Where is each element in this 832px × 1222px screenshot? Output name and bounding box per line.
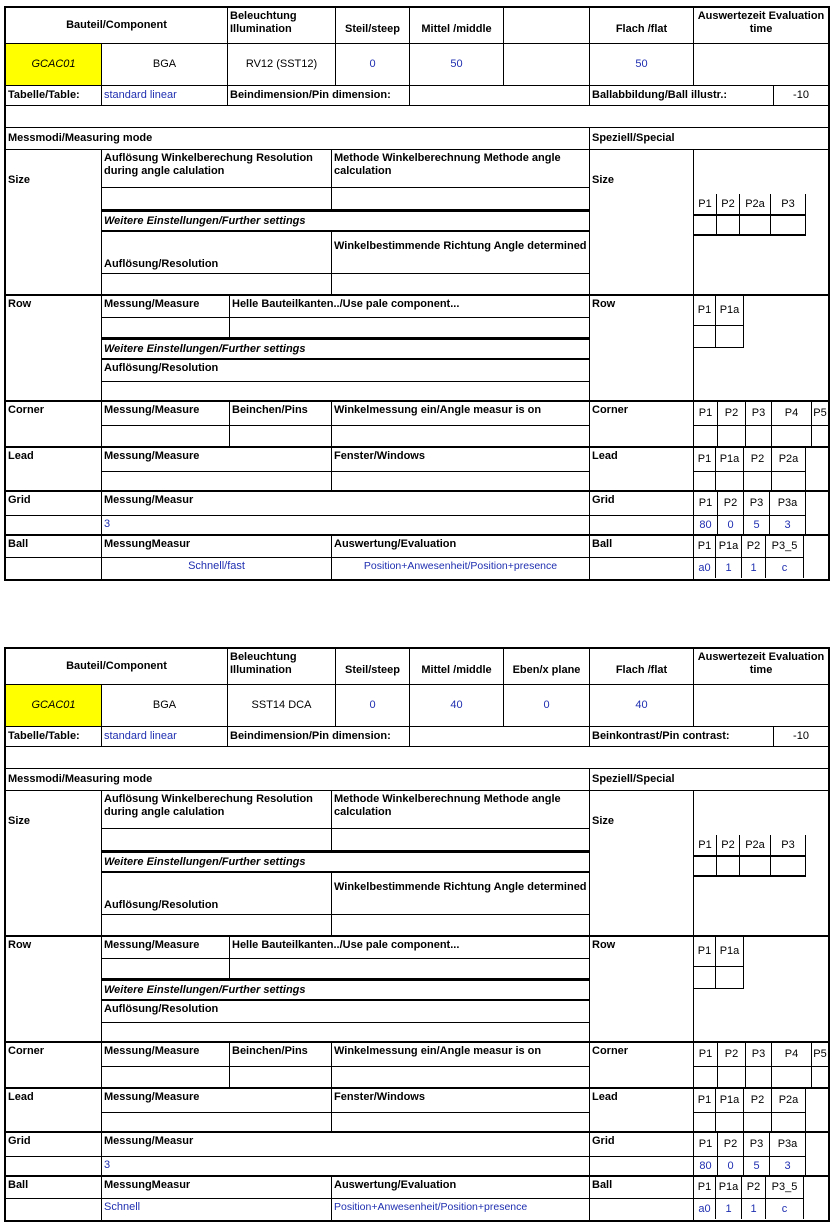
size-resolution-angle-value	[102, 829, 332, 851]
corner-param-p2: P2	[718, 1043, 746, 1067]
ball-param-p1a: P1a	[716, 1177, 742, 1199]
ball-special-blank	[590, 1199, 694, 1220]
grid-measure: Messung/Measur	[102, 1133, 590, 1157]
corner-measure: Messung/Measure	[102, 1043, 230, 1067]
row-param-p1: P1	[694, 937, 716, 967]
grid-special-blank	[590, 1157, 694, 1177]
grid-measure-value: 3	[102, 1157, 590, 1177]
ball-param-value: a0	[694, 1199, 716, 1219]
special-header: Speziell/Special	[590, 128, 828, 150]
row-param-p1: P1	[694, 296, 716, 326]
middle-value: 40	[410, 685, 504, 727]
ball-illustration-label: Ballabbildung/Ball illustr.:	[590, 86, 774, 106]
size-params-box	[694, 150, 828, 296]
lead-param-value	[694, 472, 716, 490]
grid-measure: Messung/Measur	[102, 492, 590, 516]
ball-param-p2: P2	[742, 1177, 766, 1199]
lead-param-p1a: P1a	[716, 1089, 744, 1113]
ball-param-value: 1	[742, 558, 766, 578]
corner-pins: Beinchen/Pins	[230, 1043, 332, 1067]
grid-params-box	[694, 1133, 828, 1177]
corner-param-p3: P3	[746, 402, 772, 426]
size-resolution: Auflösung/Resolution	[102, 873, 332, 915]
corner-param-p5: P5	[812, 402, 828, 426]
ball-illustration-label: Beinkontrast/Pin contrast:	[590, 727, 774, 747]
measuring-mode-header: Messmodi/Measuring mode	[6, 128, 590, 150]
size-method-angle-value	[332, 188, 590, 210]
lead-param-value	[744, 1113, 772, 1131]
corner-param-value	[772, 1067, 812, 1087]
grid-param-p2: P2	[718, 1133, 744, 1157]
size-angle-direction: Winkelbestimmende Richtung Angle determined	[332, 232, 590, 274]
row-special-label: Row	[590, 296, 694, 402]
ball-param-value: a0	[694, 558, 716, 578]
ball-param-value: 1	[716, 1199, 742, 1219]
corner-label: Corner	[6, 402, 102, 448]
corner-label: Corner	[6, 1043, 102, 1089]
corner-angle-value	[332, 426, 590, 448]
grid-param-value: 0	[718, 516, 744, 534]
size-param-p2: P2	[717, 194, 740, 216]
ball-illustration-value: -10	[774, 86, 828, 106]
grid-special-label: Grid	[590, 1133, 694, 1157]
lead-param-value	[716, 1113, 744, 1131]
evaltime-header: Auswertezeit Evaluation time	[694, 8, 828, 44]
lead-param-p1: P1	[694, 1089, 716, 1113]
lead-special-label: Lead	[590, 1089, 694, 1133]
corner-param-p4: P4	[772, 402, 812, 426]
grid-params-box	[694, 492, 828, 536]
corner-special-label: Corner	[590, 402, 694, 448]
corner-param-p1: P1	[694, 1043, 718, 1067]
size-method-angle: Methode Winkelberechnung Methode angle calculation	[332, 791, 590, 829]
component-code: GCAC01	[6, 44, 102, 86]
steep-value: 0	[336, 685, 410, 727]
grid-param-value: 80	[694, 516, 718, 534]
corner-measure-value	[102, 1067, 230, 1089]
ball-param-p1a: P1a	[716, 536, 742, 558]
size-param-value	[717, 857, 740, 877]
illumination-value: SST14 DCA	[228, 685, 336, 727]
grid-param-value: 3	[770, 516, 806, 534]
row-pale-value	[230, 318, 590, 338]
lead-param-value	[772, 472, 806, 490]
grid-param-value: 0	[718, 1157, 744, 1175]
row-label: Row	[6, 937, 102, 1043]
grid-param-value: 5	[744, 1157, 770, 1175]
row-pale-component: Helle Bauteilkanten../Use pale component...	[230, 937, 590, 959]
size-param-p1: P1	[694, 835, 717, 857]
grid-label-blank	[6, 516, 102, 536]
lead-special-label: Lead	[590, 448, 694, 492]
row-resolution-value	[102, 1023, 590, 1043]
measuring-mode-header: Messmodi/Measuring mode	[6, 769, 590, 791]
corner-param-value	[812, 426, 828, 446]
corner-params-box	[694, 402, 828, 448]
lead-param-p2a: P2a	[772, 448, 806, 472]
corner-param-p4: P4	[772, 1043, 812, 1067]
row-resolution: Auflösung/Resolution	[102, 1001, 590, 1023]
grid-special-blank	[590, 516, 694, 536]
ball-evaluation-value: Position+Anwesenheit/Position+presence	[332, 558, 590, 579]
size-label: Size	[6, 150, 102, 296]
row-param-p1a: P1a	[716, 937, 744, 967]
ball-special-blank	[590, 558, 694, 579]
corner-param-value	[746, 1067, 772, 1087]
size-further-settings: Weitere Einstellungen/Further settings	[102, 851, 590, 873]
grid-param-value: 5	[744, 516, 770, 534]
corner-param-value	[694, 426, 718, 446]
size-special-label: Size	[590, 150, 694, 296]
evaltime-header: Auswertezeit Evaluation time	[694, 649, 828, 685]
ball-param-p1: P1	[694, 1177, 716, 1199]
lead-param-value	[716, 472, 744, 490]
corner-param-value	[718, 426, 746, 446]
lead-windows: Fenster/Windows	[332, 448, 590, 472]
row-further-settings: Weitere Einstellungen/Further settings	[102, 338, 590, 360]
row-pale-value	[230, 959, 590, 979]
size-params-box	[694, 791, 828, 937]
corner-pins-value	[230, 426, 332, 448]
middle-header: Mittel /middle	[410, 8, 504, 44]
corner-param-value	[694, 1067, 718, 1087]
row-param-value	[716, 326, 744, 348]
lead-param-p2: P2	[744, 1089, 772, 1113]
table-value: standard linear	[102, 86, 228, 106]
size-param-p3: P3	[771, 835, 806, 857]
corner-pins: Beinchen/Pins	[230, 402, 332, 426]
row-measure: Messung/Measure	[102, 937, 230, 959]
flat-value: 40	[590, 685, 694, 727]
ball-param-value: c	[766, 1199, 804, 1219]
corner-param-p2: P2	[718, 402, 746, 426]
pin-dimension-label: Beindimension/Pin dimension:	[228, 86, 410, 106]
size-param-value	[740, 857, 771, 877]
ball-label: Ball	[6, 1177, 102, 1199]
table-value: standard linear	[102, 727, 228, 747]
corner-param-value	[812, 1067, 828, 1087]
spacer-row	[6, 747, 828, 769]
grid-param-p3: P3	[744, 492, 770, 516]
steep-value: 0	[336, 44, 410, 86]
size-param-value	[694, 857, 717, 877]
size-angle-direction-value	[332, 915, 590, 937]
lead-param-value	[772, 1113, 806, 1131]
ball-param-p3_5: P3_5	[766, 1177, 804, 1199]
lead-windows: Fenster/Windows	[332, 1089, 590, 1113]
lead-params-box	[694, 448, 828, 492]
row-param-p1a: P1a	[716, 296, 744, 326]
lead-param-p1: P1	[694, 448, 716, 472]
evaltime-value	[694, 685, 828, 727]
lead-label: Lead	[6, 448, 102, 492]
lead-param-value	[694, 1113, 716, 1131]
grid-measure-value: 3	[102, 516, 590, 536]
xplane-value	[504, 44, 590, 86]
grid-param-p3a: P3a	[770, 1133, 806, 1157]
corner-param-p5: P5	[812, 1043, 828, 1067]
package-type: BGA	[102, 44, 228, 86]
middle-value: 50	[410, 44, 504, 86]
size-angle-direction-value	[332, 274, 590, 296]
xplane-header	[504, 8, 590, 44]
size-param-value	[717, 216, 740, 236]
corner-param-p3: P3	[746, 1043, 772, 1067]
grid-param-value: 3	[770, 1157, 806, 1175]
grid-label: Grid	[6, 492, 102, 516]
ball-params-box	[694, 536, 828, 579]
special-header: Speziell/Special	[590, 769, 828, 791]
size-further-settings: Weitere Einstellungen/Further settings	[102, 210, 590, 232]
lead-param-p2: P2	[744, 448, 772, 472]
grid-label: Grid	[6, 1133, 102, 1157]
row-params-box	[694, 937, 828, 1043]
grid-param-p3: P3	[744, 1133, 770, 1157]
size-angle-direction: Winkelbestimmende Richtung Angle determined	[332, 873, 590, 915]
size-param-p2a: P2a	[740, 835, 771, 857]
row-param-value	[694, 326, 716, 348]
corner-param-value	[746, 426, 772, 446]
corner-params-box	[694, 1043, 828, 1089]
lead-windows-value	[332, 472, 590, 492]
corner-special-label: Corner	[590, 1043, 694, 1089]
lead-param-p1a: P1a	[716, 448, 744, 472]
middle-header: Mittel /middle	[410, 649, 504, 685]
ball-evaluation-value: Position+Anwesenheit/Position+presence	[332, 1199, 590, 1220]
ball-label: Ball	[6, 536, 102, 558]
lead-measure-value	[102, 1113, 332, 1133]
size-param-value	[694, 216, 717, 236]
grid-special-label: Grid	[590, 492, 694, 516]
size-resolution-value	[102, 274, 332, 296]
row-measure: Messung/Measure	[102, 296, 230, 318]
row-param-value	[716, 967, 744, 989]
table-label: Tabelle/Table:	[6, 86, 102, 106]
row-special-label: Row	[590, 937, 694, 1043]
ball-label-blank	[6, 558, 102, 579]
settings-sheet	[4, 647, 830, 1222]
corner-angle-value	[332, 1067, 590, 1089]
flat-value: 50	[590, 44, 694, 86]
corner-measure-value	[102, 426, 230, 448]
illumination-header: Beleuchtung Illumination	[228, 649, 336, 685]
grid-label-blank	[6, 1157, 102, 1177]
row-resolution: Auflösung/Resolution	[102, 360, 590, 382]
ball-measure-value: Schnell/fast	[102, 558, 332, 579]
lead-params-box	[694, 1089, 828, 1133]
row-params-box	[694, 296, 828, 402]
lead-label: Lead	[6, 1089, 102, 1133]
corner-param-p1: P1	[694, 402, 718, 426]
corner-measure: Messung/Measure	[102, 402, 230, 426]
xplane-header: Eben/x plane	[504, 649, 590, 685]
lead-measure: Messung/Measure	[102, 448, 332, 472]
lead-param-p2a: P2a	[772, 1089, 806, 1113]
ball-param-p1: P1	[694, 536, 716, 558]
row-resolution-value	[102, 382, 590, 402]
grid-param-p2: P2	[718, 492, 744, 516]
row-label: Row	[6, 296, 102, 402]
ball-measure-value: Schnell	[102, 1199, 332, 1220]
size-param-p1: P1	[694, 194, 717, 216]
ball-param-value: 1	[716, 558, 742, 578]
ball-param-p3_5: P3_5	[766, 536, 804, 558]
corner-param-value	[772, 426, 812, 446]
size-param-value	[771, 857, 806, 877]
size-param-p3: P3	[771, 194, 806, 216]
size-resolution-angle: Auflösung Winkelberechung Resolution during angle calulation	[102, 791, 332, 829]
size-param-value	[740, 216, 771, 236]
corner-angle: Winkelmessung ein/Angle measur is on	[332, 1043, 590, 1067]
pin-dimension-label: Beindimension/Pin dimension:	[228, 727, 410, 747]
size-resolution-angle: Auflösung Winkelberechung Resolution during angle calulation	[102, 150, 332, 188]
evaltime-value	[694, 44, 828, 86]
flat-header: Flach /flat	[590, 649, 694, 685]
lead-measure: Messung/Measure	[102, 1089, 332, 1113]
steep-header: Steil/steep	[336, 649, 410, 685]
size-special-label: Size	[590, 791, 694, 937]
component-code: GCAC01	[6, 685, 102, 727]
ball-measure: MessungMeasur	[102, 1177, 332, 1199]
ball-special-label: Ball	[590, 1177, 694, 1199]
ball-illustration-value: -10	[774, 727, 828, 747]
ball-measure: MessungMeasur	[102, 536, 332, 558]
ball-params-box	[694, 1177, 828, 1220]
illumination-header: Beleuchtung Illumination	[228, 8, 336, 44]
size-label: Size	[6, 791, 102, 937]
size-resolution-angle-value	[102, 188, 332, 210]
row-measure-value	[102, 959, 230, 979]
corner-angle: Winkelmessung ein/Angle measur is on	[332, 402, 590, 426]
flat-header: Flach /flat	[590, 8, 694, 44]
table-label: Tabelle/Table:	[6, 727, 102, 747]
component-header: Bauteil/Component	[6, 8, 228, 44]
grid-param-p3a: P3a	[770, 492, 806, 516]
size-resolution: Auflösung/Resolution	[102, 232, 332, 274]
xplane-value: 0	[504, 685, 590, 727]
row-pale-component: Helle Bauteilkanten../Use pale component...	[230, 296, 590, 318]
row-measure-value	[102, 318, 230, 338]
ball-evaluation: Auswertung/Evaluation	[332, 536, 590, 558]
package-type: BGA	[102, 685, 228, 727]
lead-param-value	[744, 472, 772, 490]
settings-sheet	[4, 6, 830, 581]
component-header: Bauteil/Component	[6, 649, 228, 685]
spacer-row	[6, 106, 828, 128]
ball-param-value: 1	[742, 1199, 766, 1219]
lead-windows-value	[332, 1113, 590, 1133]
size-resolution-value	[102, 915, 332, 937]
lead-measure-value	[102, 472, 332, 492]
illumination-value: RV12 (SST12)	[228, 44, 336, 86]
grid-param-value: 80	[694, 1157, 718, 1175]
size-method-angle-value	[332, 829, 590, 851]
pin-dimension-value	[410, 727, 590, 747]
steep-header: Steil/steep	[336, 8, 410, 44]
corner-param-value	[718, 1067, 746, 1087]
size-method-angle: Methode Winkelberechnung Methode angle calculation	[332, 150, 590, 188]
pin-dimension-value	[410, 86, 590, 106]
row-param-value	[694, 967, 716, 989]
size-param-p2a: P2a	[740, 194, 771, 216]
ball-evaluation: Auswertung/Evaluation	[332, 1177, 590, 1199]
grid-param-p1: P1	[694, 1133, 718, 1157]
corner-pins-value	[230, 1067, 332, 1089]
ball-param-p2: P2	[742, 536, 766, 558]
size-param-value	[771, 216, 806, 236]
ball-label-blank	[6, 1199, 102, 1220]
ball-special-label: Ball	[590, 536, 694, 558]
row-further-settings: Weitere Einstellungen/Further settings	[102, 979, 590, 1001]
size-param-p2: P2	[717, 835, 740, 857]
grid-param-p1: P1	[694, 492, 718, 516]
ball-param-value: c	[766, 558, 804, 578]
